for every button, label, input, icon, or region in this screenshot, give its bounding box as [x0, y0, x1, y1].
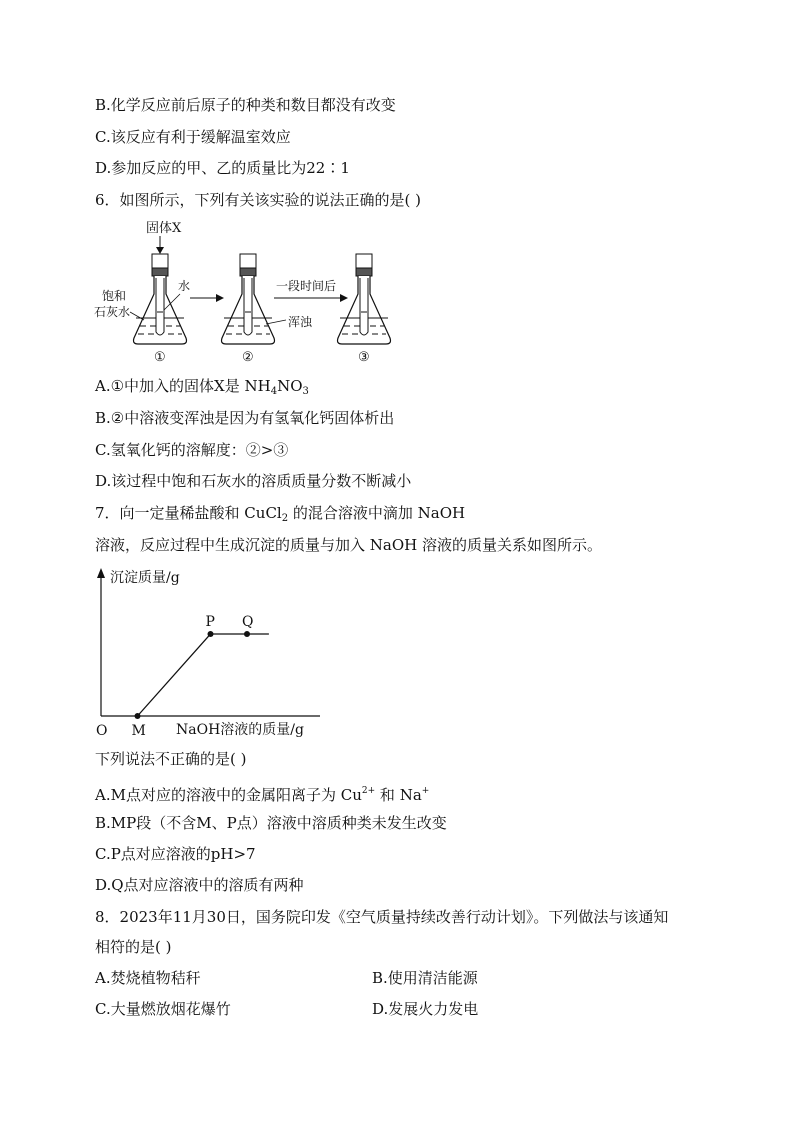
q5-option-b: B.化学反应前后原子的种类和数目都没有改变 — [95, 96, 396, 114]
q7-precipitate-chart — [90, 564, 330, 742]
q8-option-d: D.发展火力发电 — [372, 1000, 479, 1018]
saturated-label-1: 饱和 — [102, 289, 127, 303]
q6-option-a: A.①中加入的固体X是 $NH_4NO_3$ — [95, 377, 309, 397]
q6-option-b: B.②中溶液变浑浊是因为有氢氧化钙固体析出 — [95, 409, 395, 427]
origin-label: O — [96, 723, 108, 739]
q7-option-c: C.P点对应溶液的pH>7 — [95, 845, 256, 863]
turbid-label: 浑浊 — [288, 315, 313, 329]
y-axis-arrow — [97, 568, 105, 578]
flask-3-number: ③ — [358, 350, 370, 365]
q7-option-a: A.M点对应的溶液中的金属阳离子为 $Cu^{2+}$ 和 Na+ — [95, 786, 430, 804]
flask-1-number: ① — [154, 350, 166, 365]
q6-option-d: D.该过程中饱和石灰水的溶质质量分数不断减小 — [95, 472, 412, 490]
q5-option-c: C.该反应有利于缓解温室效应 — [95, 128, 291, 146]
q8-stem-continued: 相符的是( ) — [95, 938, 172, 956]
q5-option-d: D.参加反应的甲、乙的质量比为22∶1 — [95, 159, 350, 177]
x-axis-label: NaOH溶液的质量/g — [176, 722, 304, 738]
flask-1 — [134, 254, 187, 344]
flask-2-number: ② — [242, 350, 254, 365]
q6-option-c: C.氢氧化钙的溶解度：②>③ — [95, 441, 289, 459]
y-axis-label: 沉淀质量/g — [110, 570, 180, 586]
point-label-m: M — [131, 723, 146, 739]
point-label-p: P — [205, 614, 215, 630]
q8-stem: 8．2023年11月30日，国务院印发《空气质量持续改善行动计划》。下列做法与该通知 — [95, 908, 669, 926]
flask-2 — [222, 254, 275, 344]
solid-x-label: 固体X — [146, 221, 182, 236]
q7-stem-continued: 溶液，反应过程中生成沉淀的质量与加入 NaOH 溶液的质量关系如图所示。 — [95, 536, 602, 554]
q7-question: 下列说法不正确的是( ) — [95, 750, 247, 768]
point-label-q: Q — [242, 614, 254, 630]
precipitate-curve — [138, 634, 269, 716]
q8-option-c: C.大量燃放烟花爆竹 — [95, 1000, 231, 1018]
q6-experiment-figure — [90, 216, 430, 368]
point-m — [135, 713, 141, 719]
q6-stem: 6．如图所示，下列有关该实验的说法正确的是( ) — [95, 191, 422, 209]
point-p — [208, 631, 214, 637]
water-label: 水 — [178, 279, 191, 293]
saturated-label-2: 石灰水 — [94, 305, 131, 319]
q7-option-d: D.Q点对应溶液中的溶质有两种 — [95, 876, 304, 894]
q8-option-b: B.使用清洁能源 — [372, 969, 478, 987]
point-q — [244, 631, 250, 637]
q7-stem: 7．向一定量稀盐酸和 CuCl$_2$ 的混合溶液中滴加 NaOH — [95, 504, 466, 524]
q8-option-a: A.焚烧植物秸秆 — [95, 969, 201, 987]
q7-option-b: B.MP段（不含M、P点）溶液中溶质种类未发生改变 — [95, 814, 447, 832]
time-label: 一段时间后 — [276, 279, 337, 293]
